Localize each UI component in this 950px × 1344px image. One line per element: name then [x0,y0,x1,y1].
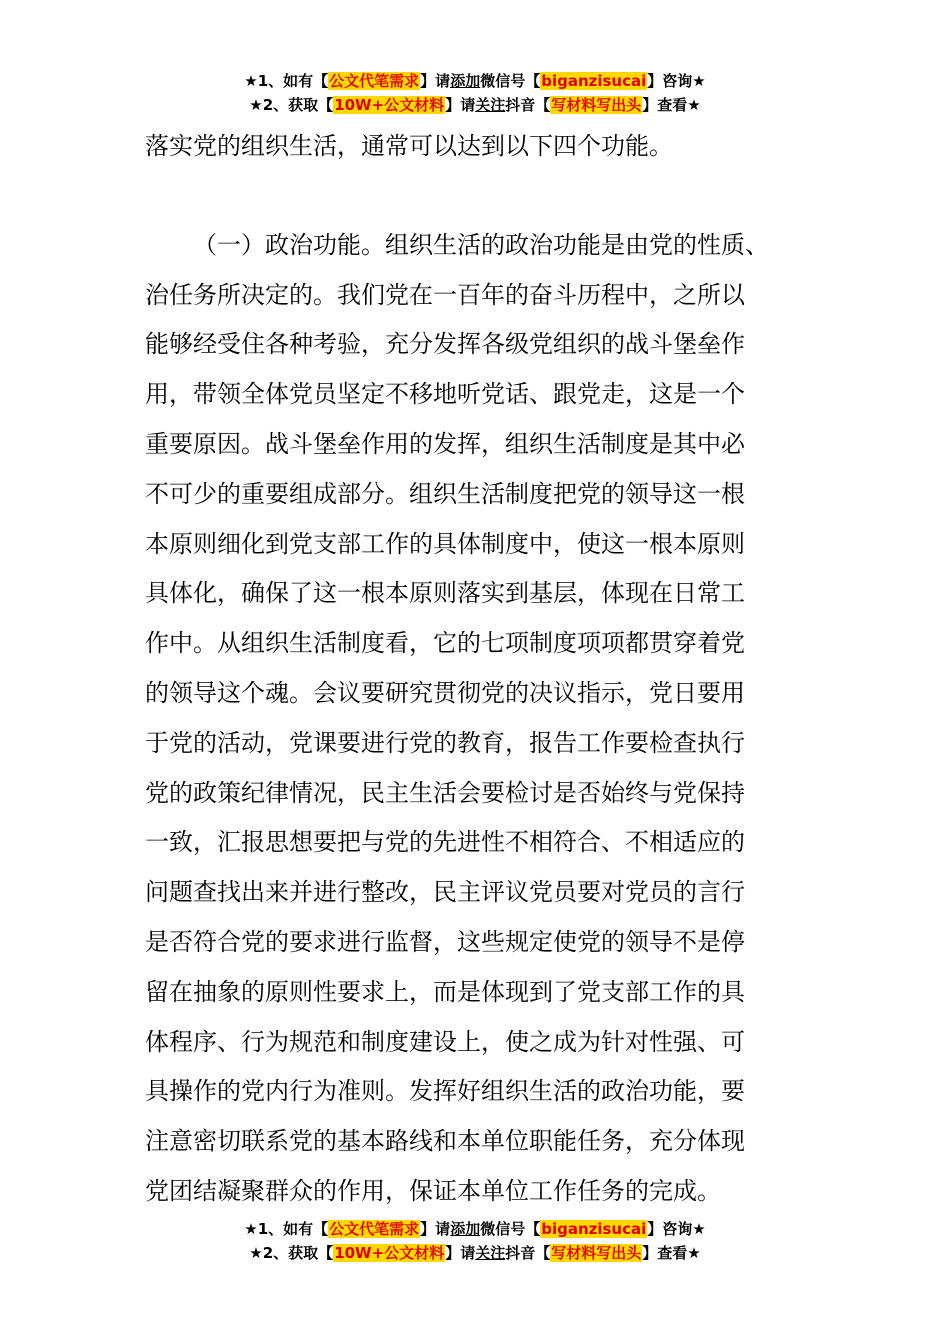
promo-text: 微信号【 [480,72,541,90]
promo-text: 】请 [420,1220,451,1238]
promo-text: 抖音【 [505,96,551,114]
paragraph-line: 作中。从组织生活制度看，它的七项制度项项都贯穿着党 [145,629,745,658]
section-political-function [145,221,815,1217]
intro-paragraph: 落实党的组织生活，通常可以达到以下四个功能。 [145,132,673,160]
promo-line-2 [0,93,950,117]
douyin-account-highlight: 写材料写出头 [551,96,642,114]
promo-text: 抖音【 [505,1244,551,1262]
promo-text: 】请 [445,1244,476,1262]
promo-text: 】请 [420,72,451,90]
header-promo-banner [0,69,950,117]
paragraph-line: 一致，汇报思想要把与党的先进性不相符合、不相适应的 [145,828,745,857]
paragraph-line: 党团结凝聚群众的作用，保证本单位工作任务的完成。 [145,1176,721,1205]
promo-highlight: 公文代笔需求 [329,1220,420,1238]
promo-text: 】查看★ [642,96,701,114]
paragraph-spacer [145,172,815,221]
paragraph-line: 具操作的党内行为准则。发挥好组织生活的政治功能，要 [145,1077,745,1106]
promo-text: 】请 [445,96,476,114]
promo-underlined-text: 添加 [450,72,481,90]
promo-text: 】咨询★ [647,72,706,90]
paragraph-line: 重要原因。战斗堡垒作用的发挥，组织生活制度是其中必 [145,429,745,458]
paragraph-line: 是否符合党的要求进行监督，这些规定使党的领导不是停 [145,927,745,956]
paragraph-line: 注意密切联系党的基本路线和本单位职能任务，充分体现 [145,1127,745,1156]
promo-text: ★2、获取【 [249,1244,334,1262]
promo-highlight: 10W+公文材料 [334,1244,445,1262]
paragraph-line: 能够经受住各种考验，充分发挥各级党组织的战斗堡垒作 [145,330,745,359]
footer-promo-banner [0,1217,950,1265]
promo-underlined-text: 关注 [475,1244,506,1262]
promo-line-1 [0,1217,950,1241]
promo-highlight: 10W+公文材料 [334,96,445,114]
wechat-id-highlight: biganzisucai [541,72,647,90]
paragraph-line: 问题查找出来并进行整改，民主评议党员要对党员的言行 [145,878,745,907]
promo-underlined-text: 关注 [475,96,506,114]
promo-text: 】咨询★ [647,1220,706,1238]
paragraph-line: （一）政治功能。组织生活的政治功能是由党的性质、 [193,230,769,259]
promo-text: 】查看★ [642,1244,701,1262]
promo-underlined-text: 添加 [450,1220,481,1238]
paragraph-line: 用，带领全体党员坚定不移地听党话、跟党走，这是一个 [145,380,745,409]
promo-text: ★1、如有【 [244,1220,329,1238]
paragraph-line: 治任务所决定的。我们党在一百年的奋斗历程中，之所以 [145,280,745,309]
paragraph-line: 不可少的重要组成部分。组织生活制度把党的领导这一根 [145,479,745,508]
paragraph-line: 本原则细化到党支部工作的具体制度中，使这一根本原则 [145,529,745,558]
wechat-id-highlight: biganzisucai [541,1220,647,1238]
paragraph-line: 党的政策纪律情况，民主生活会要检讨是否始终与党保持 [145,778,745,807]
paragraph-line: 留在抽象的原则性要求上，而是体现到了党支部工作的具 [145,977,745,1006]
promo-line-1 [0,69,950,93]
paragraph-line: 具体化，确保了这一根本原则落实到基层，体现在日常工 [145,579,745,608]
promo-highlight: 公文代笔需求 [329,72,420,90]
document-body [145,122,815,1217]
promo-text: ★1、如有【 [244,72,329,90]
paragraph-line: 体程序、行为规范和制度建设上，使之成为针对性强、可 [145,1027,745,1056]
promo-text: 微信号【 [480,1220,541,1238]
paragraph-line: 的领导这个魂。会议要研究贯彻党的决议指示，党日要用 [145,678,745,707]
promo-line-2 [0,1241,950,1265]
promo-text: ★2、获取【 [249,96,334,114]
douyin-account-highlight: 写材料写出头 [551,1244,642,1262]
paragraph-line: 于党的活动，党课要进行党的教育，报告工作要检查执行 [145,728,745,757]
